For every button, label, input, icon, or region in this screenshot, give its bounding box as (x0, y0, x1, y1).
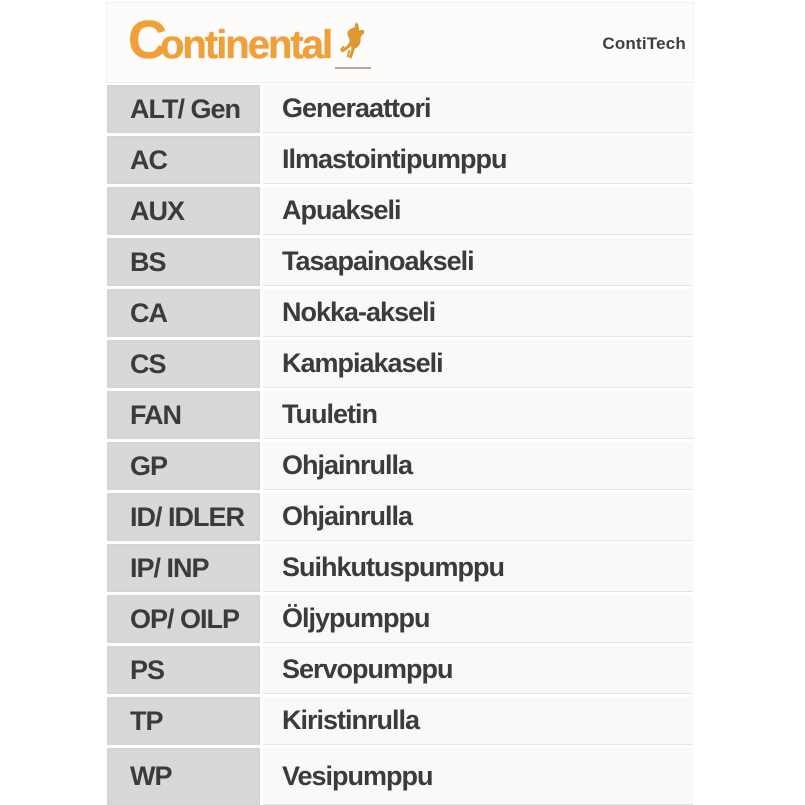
abbr-text: OP/ OILP (130, 603, 240, 634)
continental-logotype: Continental (128, 10, 332, 70)
description-cell (263, 544, 693, 592)
description-cell (263, 442, 693, 490)
abbr-cell (107, 85, 260, 133)
abbr-text: CA (130, 297, 167, 328)
abbr-cell (107, 442, 260, 490)
description-text: Kiristinrulla (282, 705, 420, 735)
description-cell (263, 595, 693, 643)
description-text: Tasapainoakseli (282, 246, 474, 276)
abbr-text: WP (130, 761, 172, 791)
abbr-text: ALT/ Gen (130, 93, 240, 124)
abbr-cell (107, 136, 260, 184)
description-text: Apuakseli (282, 195, 401, 225)
description-cell (263, 187, 693, 235)
description-cell (263, 493, 693, 541)
abbr-cell (107, 391, 260, 439)
description-cell (263, 238, 693, 286)
table-row (107, 136, 693, 184)
abbr-cell (107, 493, 260, 541)
description-text: Ilmastointipumppu (282, 144, 507, 174)
abbr-text: ID/ IDLER (130, 501, 245, 532)
brand-header (107, 3, 693, 82)
description-text: Servopumppu (282, 654, 453, 684)
abbr-cell (107, 187, 260, 235)
contitech-label: ContiTech (602, 33, 686, 53)
abbr-cell (107, 340, 260, 388)
table-row (107, 442, 693, 490)
table-row (107, 289, 693, 337)
table-row (107, 340, 693, 388)
abbr-text: PS (130, 654, 165, 685)
abbr-cell (107, 646, 260, 694)
description-cell (263, 289, 693, 337)
description-text: Ohjainrulla (282, 450, 413, 480)
description-cell (263, 136, 693, 184)
abbr-text: AUX (130, 195, 185, 226)
abbr-cell (107, 697, 260, 745)
table-row (107, 85, 693, 133)
table-row (107, 748, 693, 805)
description-text: Nokka-akseli (282, 297, 436, 327)
description-text: Generaattori (282, 93, 431, 123)
abbr-cell (107, 595, 260, 643)
description-text: Tuuletin (282, 399, 377, 429)
abbreviation-legend-table (107, 85, 693, 805)
table-row (107, 646, 693, 694)
table-row (107, 238, 693, 286)
abbr-cell (107, 544, 260, 592)
table-row (107, 187, 693, 235)
abbr-text: BS (130, 246, 166, 277)
description-text: Ohjainrulla (282, 501, 413, 531)
description-cell (263, 646, 693, 694)
abbr-cell (107, 748, 260, 805)
table-row (107, 697, 693, 745)
continental-logo (128, 11, 371, 74)
abbr-text: CS (130, 348, 166, 379)
table-row (107, 391, 693, 439)
description-text: Suihkutuspumppu (282, 552, 504, 582)
description-cell (263, 85, 693, 133)
description-cell (263, 391, 693, 439)
abbr-text: GP (130, 450, 168, 481)
abbr-cell (107, 289, 260, 337)
description-text: Vesipumppu (282, 760, 433, 791)
table-row (107, 595, 693, 643)
catalog-page (107, 3, 693, 805)
description-text: Öljypumppu (282, 603, 430, 633)
abbr-text: TP (130, 705, 163, 736)
abbr-cell (107, 238, 260, 286)
description-cell (263, 697, 693, 745)
rearing-horse-icon (335, 19, 371, 69)
description-cell (263, 748, 693, 805)
abbr-text: IP/ INP (130, 552, 209, 583)
abbr-text: AC (130, 144, 167, 175)
table-row (107, 493, 693, 541)
table-row (107, 544, 693, 592)
abbr-text: FAN (130, 399, 181, 430)
description-text: Kampiakaseli (282, 348, 443, 378)
description-cell (263, 340, 693, 388)
